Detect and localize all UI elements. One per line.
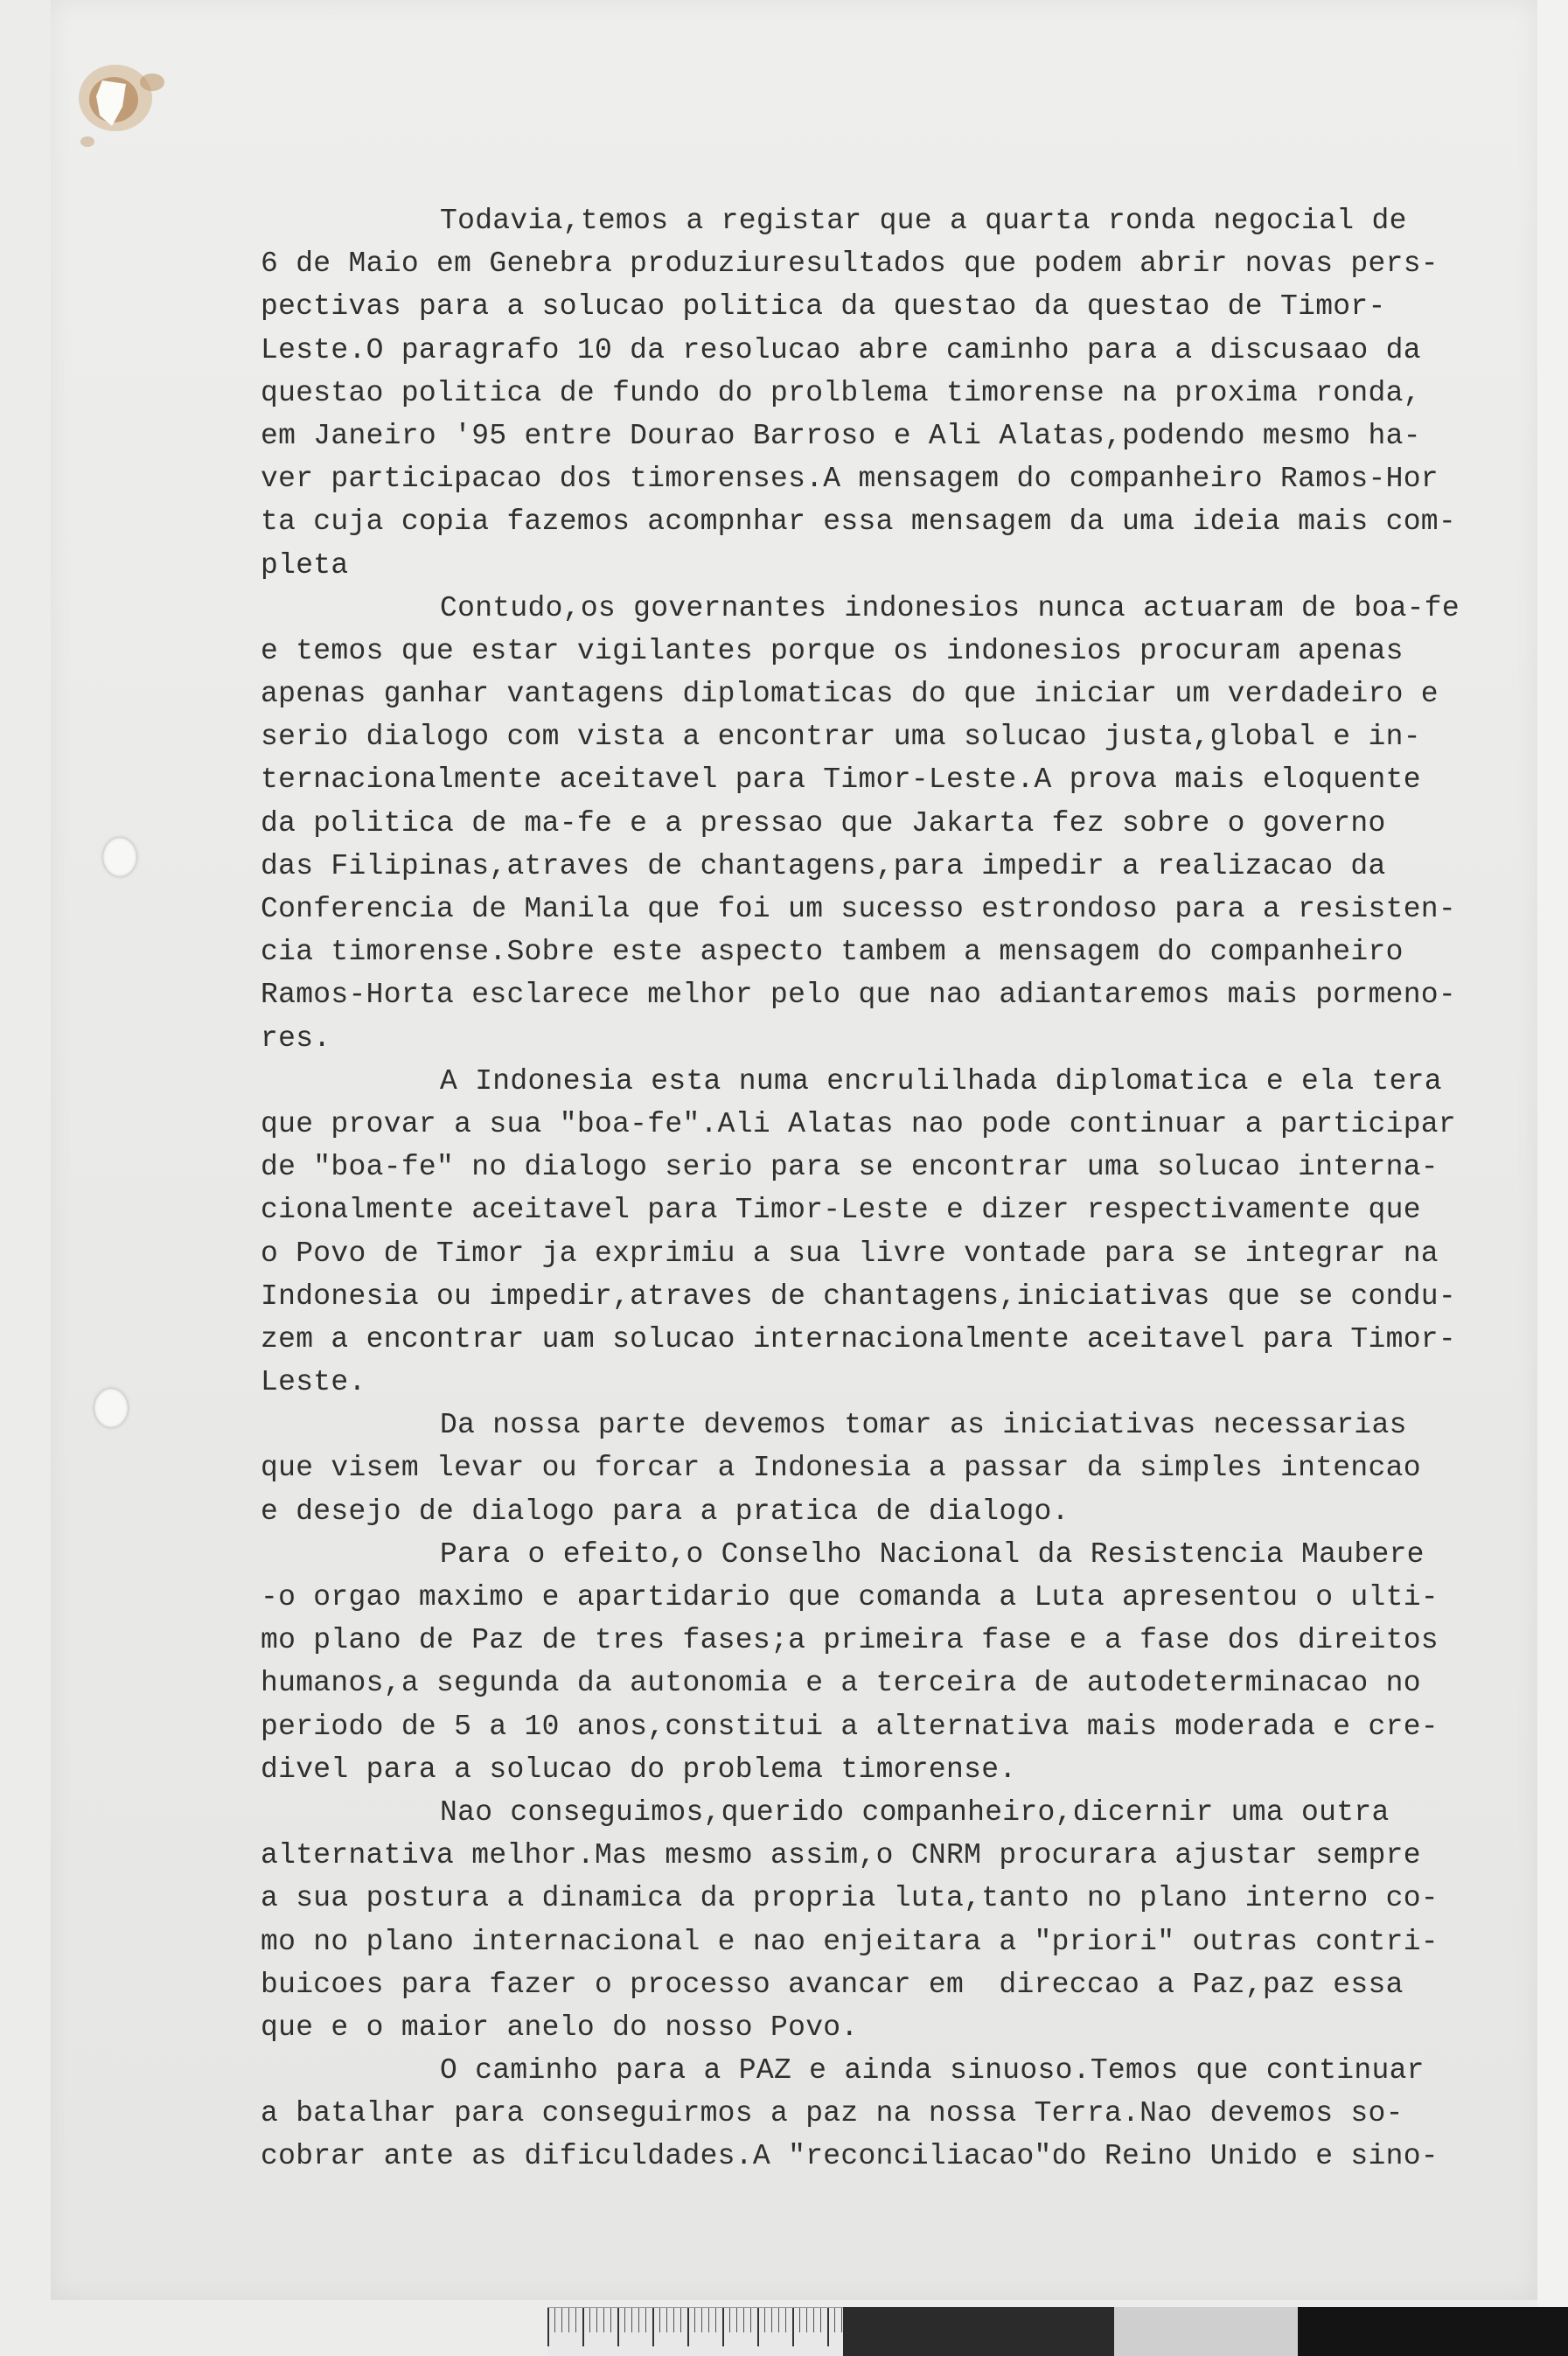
paragraph [261,1791,1502,2049]
text-line: Contudo,os governantes indonesios nunca actuaram de boa-fe [440,591,1460,624]
text-line: Leste.O paragrafo 10 da resolucao abre caminho para a discusaao da [261,333,1421,366]
text-line: o Povo de Timor ja exprimiu a sua livre vontade para se integrar na [261,1237,1439,1270]
text-line: e desejo de dialogo para a pratica de dialogo. [261,1495,1070,1528]
text-line: mo no plano internacional e nao enjeitara a "priori" outras contri- [261,1925,1439,1958]
burn-mark-stain [54,45,185,159]
paragraph [261,1060,1502,1405]
text-line: ver participacao dos timorenses.A mensagem do companheiro Ramos-Hor [261,463,1439,496]
scan-color-scale-bar [547,2307,1568,2356]
text-line: questao politica de fundo do prolblema timorense na proxima ronda, [261,376,1421,409]
text-line: apenas ganhar vantagens diplomaticas do que iniciar um verdadeiro e [261,678,1439,711]
text-line: A Indonesia esta numa encrulilhada diplomatica e ela tera [440,1064,1442,1098]
text-line: Conferencia de Manila que foi um sucesso estrondoso para a resisten- [261,893,1457,925]
paragraph [261,2049,1502,2178]
punch-hole-upper [103,838,136,876]
text-line: serio dialogo com vista a encontrar uma solucao justa,global e in- [261,721,1421,754]
sheet-right-edge [1537,0,1568,2356]
text-line: que visem levar ou forcar a Indonesia a passar da simples intencao [261,1452,1421,1485]
text-line: da politica de ma-fe e a pressao que Jakarta fez sobre o governo [261,806,1386,840]
text-line: zem a encontrar uam solucao internacionalmente aceitavel para Timor- [261,1322,1457,1356]
text-line: a batalhar para conseguirmos a paz na nossa Terra.Nao devemos so- [261,2097,1404,2130]
punch-hole-lower [94,1389,128,1427]
text-line: Todavia,temos a registar que a quarta ronda negocial de [440,205,1407,237]
text-line: das Filipinas,atraves de chantagens,para impedir a realizacao da [261,849,1386,882]
measurement-ruler [547,2307,843,2356]
text-line: pectivas para a solucao politica da questao da questao de Timor- [261,290,1386,324]
text-line: divel para a solucao do problema timorense. [261,1753,1017,1786]
gray-patch-dark [843,2307,1114,2356]
text-line: ta cuja copia fazemos acompnhar essa mensagem da uma ideia mais com- [261,505,1457,539]
text-line: cobrar ante as dificuldades.A "reconciliacao"do Reino Unido e sino- [261,2140,1439,2173]
text-line: Da nossa parte devemos tomar as iniciativas necessarias [440,1409,1407,1442]
text-line: ternacionalmente aceitavel para Timor-Leste.A prova mais eloquente [261,763,1421,797]
text-line: Para o efeito,o Conselho Nacional da Resistencia Maubere [440,1537,1425,1571]
text-line: em Janeiro '95 entre Dourao Barroso e Ali Alatas,podendo mesmo ha- [261,419,1421,452]
text-line: periodo de 5 a 10 anos,constitui a alternativa mais moderada e cre- [261,1710,1439,1743]
text-line: de "boa-fe" no dialogo serio para se encontrar uma solucao interna- [261,1151,1439,1184]
text-line: que e o maior anelo do nosso Povo. [261,2011,859,2044]
text-line: Leste. [261,1366,366,1399]
gray-patch-light [1114,2307,1298,2356]
paragraph [261,587,1502,1060]
text-line: que provar a sua "boa-fe".Ali Alatas nao pode continuar a participar [261,1107,1457,1140]
paragraph [261,1533,1502,1791]
text-line: res. [261,1021,331,1055]
text-line: humanos,a segunda da autonomia e a terceira de autodeterminacao no [261,1667,1421,1700]
paragraph [261,199,1502,587]
text-line: 6 de Maio em Genebra produziuresultados que podem abrir novas pers- [261,247,1439,281]
text-line: mo plano de Paz de tres fases;a primeira fase e a fase dos direitos [261,1624,1439,1657]
text-line: Indonesia ou impedir,atraves de chantagens,iniciativas que se condu- [261,1279,1457,1313]
text-line: Nao conseguimos,querido companheiro,dicernir uma outra [440,1795,1390,1829]
paragraph [261,1404,1502,1533]
text-line: pleta [261,548,349,582]
text-line: cionalmente aceitavel para Timor-Leste e dizer respectivamente que [261,1194,1421,1227]
text-line: O caminho para a PAZ e ainda sinuoso.Temos que continuar [440,2054,1425,2088]
gray-patch-black [1298,2307,1568,2356]
ruler-major-ticks [547,2308,843,2346]
text-line: Ramos-Horta esclarece melhor pelo que nao adiantaremos mais pormeno- [261,979,1457,1012]
text-line: -o orgao maximo e apartidario que comanda a Luta apresentou o ulti- [261,1581,1439,1614]
text-line: alternativa melhor.Mas mesmo assim,o CNRM procurara ajustar sempre [261,1839,1421,1872]
text-line: a sua postura a dinamica da propria luta,tanto no plano interno co- [261,1882,1439,1915]
text-line: buicoes para fazer o processo avancar em direccao a Paz,paz essa [261,1968,1404,2001]
text-line: e temos que estar vigilantes porque os indonesios procuram apenas [261,634,1404,667]
text-line: cia timorense.Sobre este aspecto tambem a mensagem do companheiro [261,936,1404,969]
typed-letter-body [261,199,1502,2178]
